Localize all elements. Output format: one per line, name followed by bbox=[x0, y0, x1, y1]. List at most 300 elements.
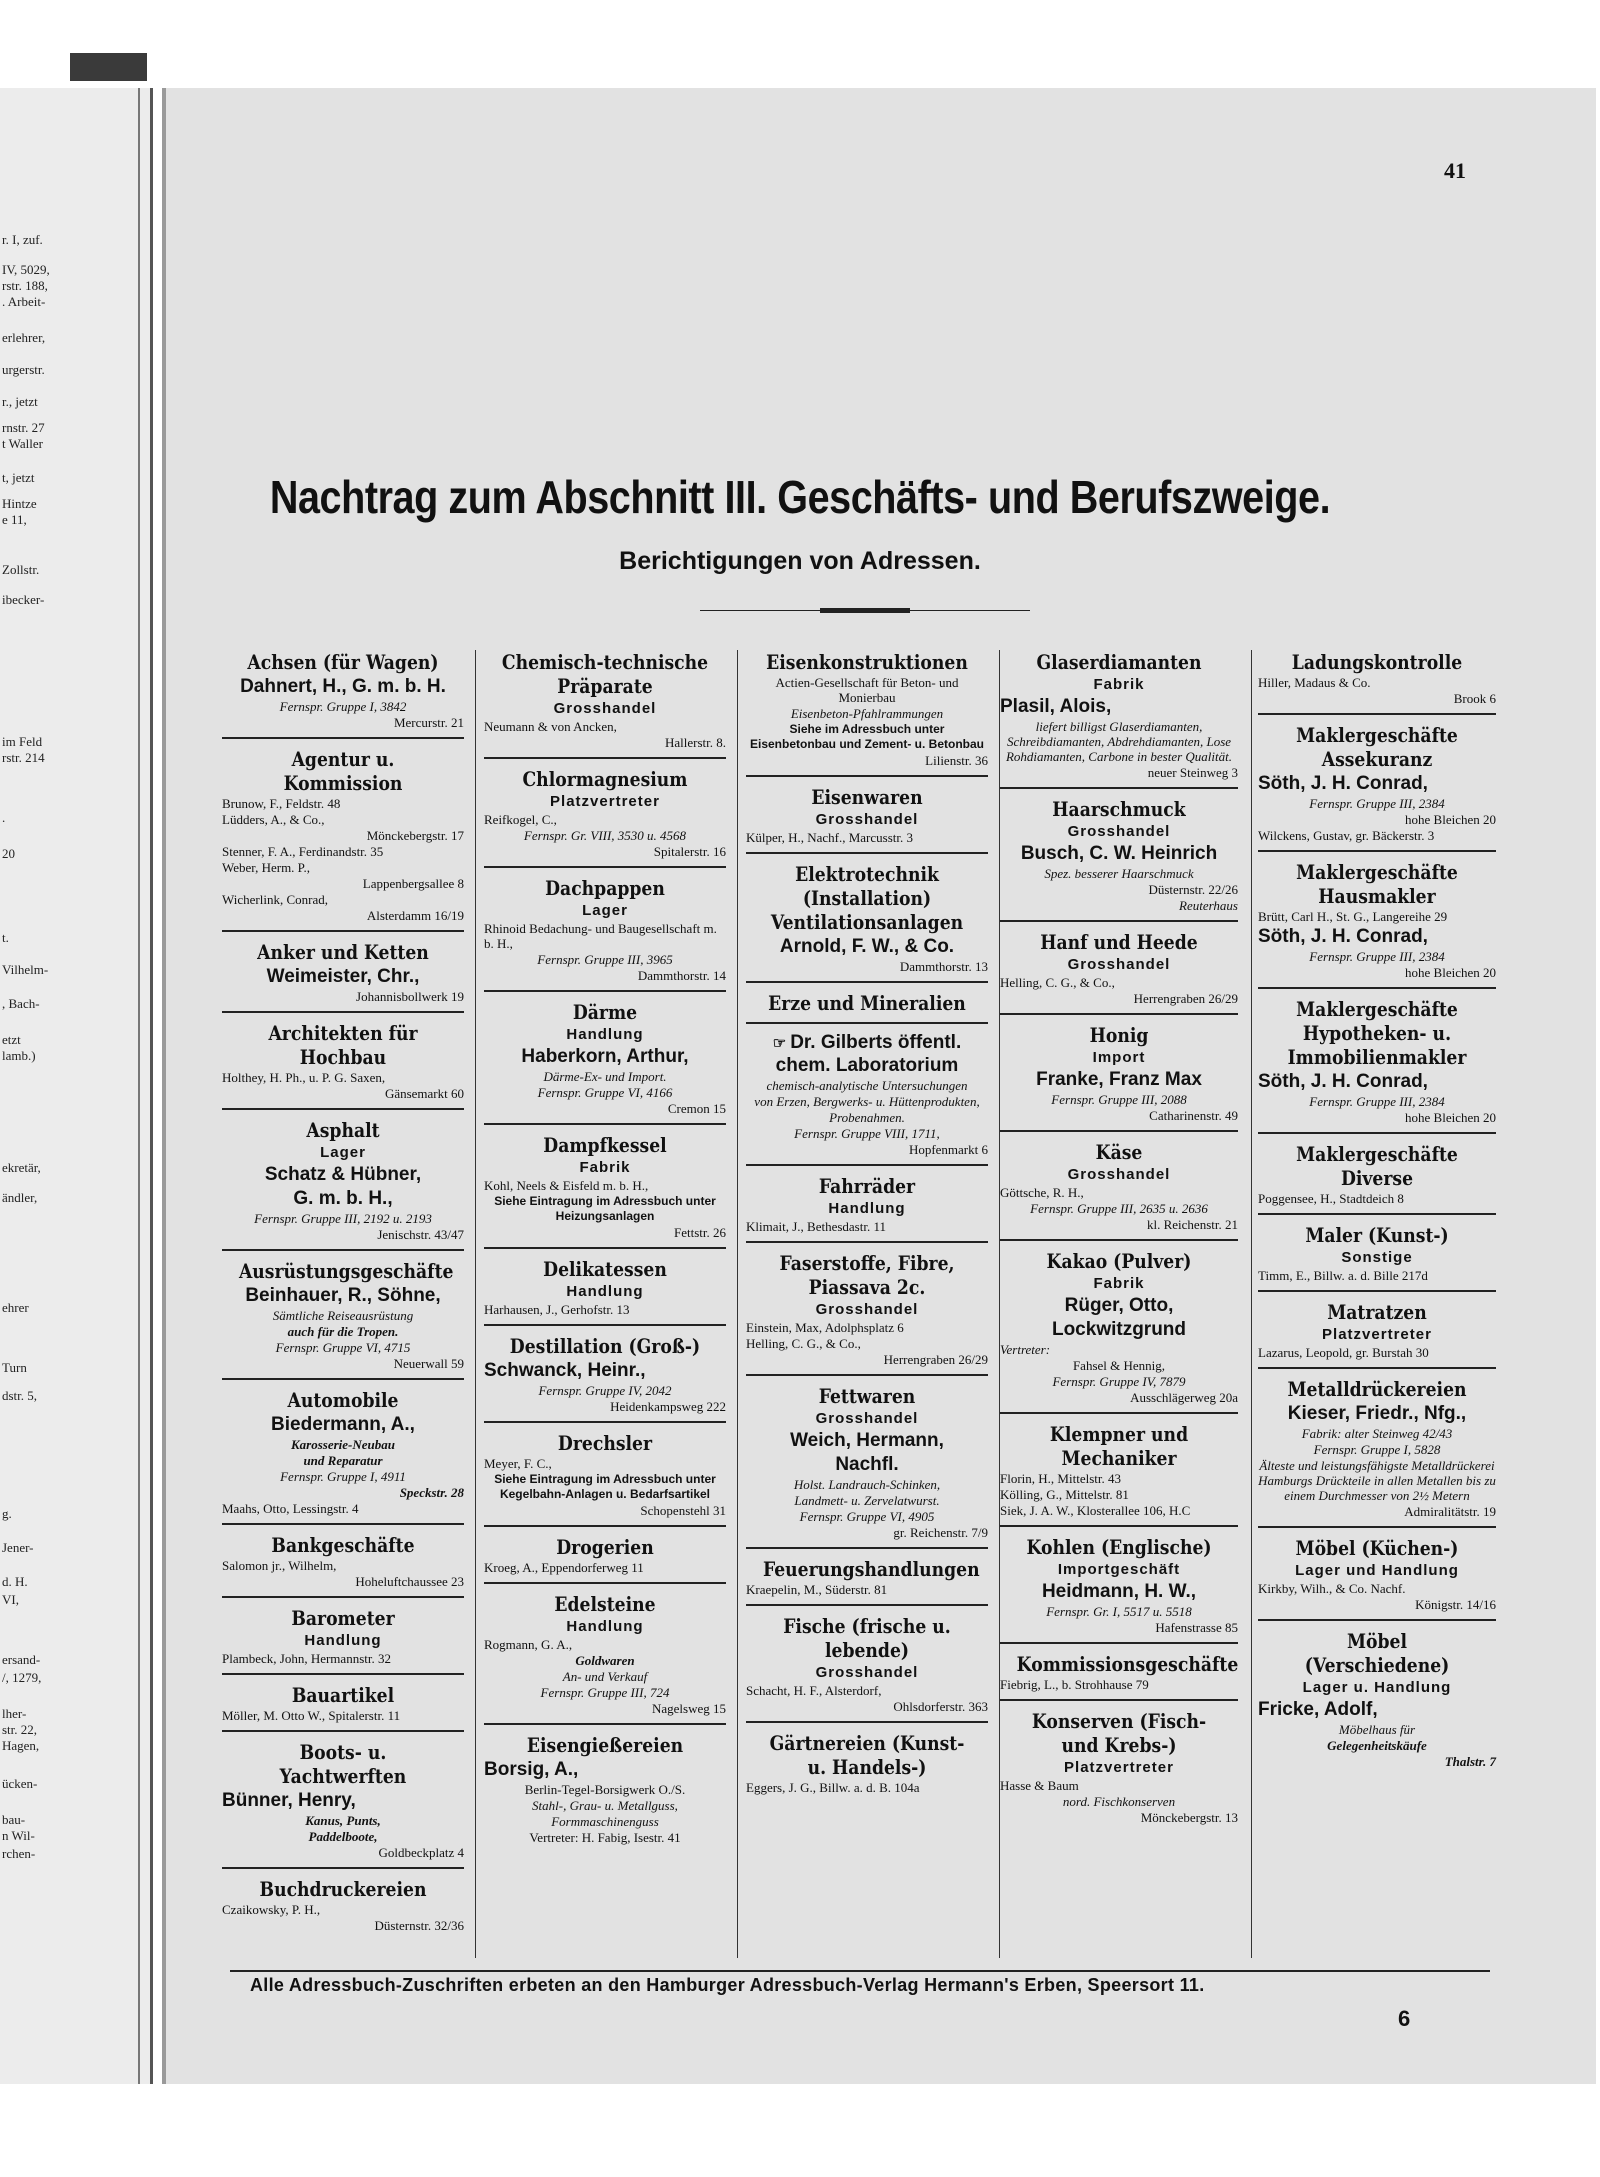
directory-entry: Siehe Eintragung im Adressbuch unter Kegelbahn-Anlagen u. Bedarfsartikel bbox=[494, 1472, 716, 1501]
directory-entry: Cremon 15 bbox=[667, 1101, 726, 1116]
directory-entry: hohe Bleichen 20 bbox=[1405, 1110, 1496, 1125]
directory-entry: Ohlsdorferstr. 363 bbox=[893, 1699, 988, 1714]
directory-entry: neuer Steinweg 3 bbox=[1147, 765, 1238, 780]
category-heading: Fettwaren bbox=[818, 1384, 916, 1408]
directory-entry: Möbelhaus für bbox=[1338, 1722, 1416, 1737]
section-divider bbox=[484, 1421, 726, 1423]
directory-entry: Neumann & von Ancken, bbox=[484, 719, 617, 734]
directory-entry: Schacht, H. F., Alsterdorf, bbox=[746, 1683, 882, 1698]
directory-entry: Brütt, Carl H., St. G., Langereihe 29 bbox=[1258, 909, 1448, 924]
firm-name: Söth, J. H. Conrad, bbox=[1258, 926, 1428, 947]
facing-page-text: ibecker- bbox=[2, 592, 45, 607]
directory-entry: Lazarus, Leopold, gr. Burstah 30 bbox=[1258, 1345, 1429, 1360]
section-divider bbox=[746, 1604, 988, 1606]
section-divider bbox=[1000, 1525, 1238, 1527]
directory-entry: Dammthorstr. 13 bbox=[899, 959, 988, 974]
section-divider bbox=[1000, 920, 1238, 922]
directory-entry: Fernspr. Gruppe III, 2384 bbox=[1309, 1094, 1445, 1109]
firm-name: Nachfl. bbox=[835, 1454, 899, 1475]
facing-page-text: ändler, bbox=[2, 1190, 38, 1205]
directory-entry: Fernspr. Gruppe IV, 2042 bbox=[538, 1383, 672, 1398]
category-heading: Anker und Ketten bbox=[257, 940, 429, 964]
category-heading: Kakao (Pulver) bbox=[1046, 1249, 1192, 1273]
section-divider bbox=[484, 1582, 726, 1584]
section-divider bbox=[746, 1721, 988, 1723]
directory-entry: Probenahmen. bbox=[829, 1110, 905, 1125]
directory-entry: Sämtliche Reiseausrüstung bbox=[272, 1308, 414, 1323]
column-5 bbox=[1258, 650, 1496, 1958]
facing-page-text: . bbox=[2, 810, 6, 825]
category-heading: Achsen (für Wagen) bbox=[247, 650, 439, 674]
facing-page-text: t Waller bbox=[2, 436, 43, 451]
directory-entry: hohe Bleichen 20 bbox=[1405, 965, 1496, 980]
firm-name: Rüger, Otto, bbox=[1064, 1295, 1174, 1316]
category-heading: Edelsteine bbox=[554, 1592, 656, 1616]
firm-name: Borsig, A., bbox=[484, 1759, 579, 1780]
category-heading: Buchdruckereien bbox=[259, 1877, 427, 1901]
category-subheading: Handlung bbox=[566, 1283, 644, 1300]
firm-name bbox=[746, 1032, 988, 1077]
category-heading: Bauartikel bbox=[291, 1683, 395, 1707]
directory-entry: Spez. besserer Haarschmuck bbox=[1044, 866, 1194, 881]
category-heading: Möbel (Küchen-) bbox=[1295, 1536, 1459, 1560]
section-divider bbox=[746, 981, 988, 983]
category-heading: Automobile bbox=[287, 1388, 399, 1412]
category-heading: Maklergeschäfte Hypotheken- u. Immobilienmakler bbox=[1287, 997, 1467, 1069]
directory-entry: Eisenbeton-Pfahlrammungen bbox=[790, 706, 944, 721]
facing-page-text: rstr. 188, bbox=[2, 278, 48, 293]
category-subheading: Lager u. Handlung bbox=[1302, 1679, 1452, 1696]
firm-name: Biedermann, A., bbox=[271, 1414, 415, 1435]
facing-page-text: /, 1279, bbox=[2, 1670, 42, 1685]
directory-entry: Heidenkampsweg 222 bbox=[610, 1399, 726, 1414]
category-heading: Metalldrückereien bbox=[1287, 1377, 1467, 1401]
category-heading: Eisenkonstruktionen bbox=[766, 650, 968, 674]
category-heading: Drechsler bbox=[557, 1431, 653, 1455]
category-heading: Haarschmuck bbox=[1052, 797, 1186, 821]
section-divider bbox=[1000, 1130, 1238, 1132]
category-heading: Architekten für Hochbau bbox=[268, 1021, 418, 1069]
directory-entry: Siehe im Adressbuch unter Eisenbetonbau und Zement- u. Betonbau bbox=[750, 722, 984, 751]
category-heading: Ausrüstungsgeschäfte bbox=[238, 1259, 454, 1283]
category-subheading: Handlung bbox=[828, 1200, 906, 1217]
pointing-hand-icon: ☞ bbox=[772, 1035, 787, 1052]
directory-entry: Mercurstr. 21 bbox=[393, 715, 464, 730]
section-divider bbox=[746, 852, 988, 854]
category-subheading: Grosshandel bbox=[1067, 956, 1171, 973]
facing-page-text: g. bbox=[2, 1506, 12, 1521]
directory-entry: Königstr. 14/16 bbox=[1415, 1597, 1496, 1612]
directory-entry: Hasse & Baum bbox=[1000, 1778, 1079, 1793]
section-divider bbox=[484, 757, 726, 759]
directory-entry: Karosserie-Neubau bbox=[290, 1437, 395, 1452]
facing-page-text: rnstr. 27 bbox=[2, 420, 45, 435]
section-divider bbox=[1000, 1642, 1238, 1644]
category-heading: Delikatessen bbox=[543, 1257, 667, 1281]
directory-entry: Wicherlink, Conrad, bbox=[222, 892, 328, 907]
category-heading: Drogerien bbox=[556, 1535, 654, 1559]
category-heading: Gärtnereien (Kunst- u. Handels-) bbox=[769, 1731, 965, 1779]
directory-entry: Därme-Ex- und Import. bbox=[543, 1069, 667, 1084]
firm-name: Plasil, Alois, bbox=[1000, 696, 1112, 717]
section-divider bbox=[1000, 1699, 1238, 1701]
column-separator bbox=[475, 650, 476, 1958]
facing-page-text: d. H. bbox=[2, 1574, 28, 1589]
section-divider bbox=[222, 1249, 464, 1251]
directory-entry: Poggensee, H., Stadtdeich 8 bbox=[1258, 1191, 1404, 1206]
directory-entry: Holthey, H. Ph., u. P. G. Saxen, bbox=[222, 1070, 386, 1085]
directory-entry: Siehe Eintragung im Adressbuch unter Heizungsanlagen bbox=[494, 1194, 716, 1223]
facing-page-text: n Wil- bbox=[2, 1828, 35, 1843]
category-heading: Faserstoffe, Fibre, Piassava 2c. bbox=[779, 1251, 955, 1299]
facing-page-text: etzt bbox=[2, 1032, 21, 1047]
directory-entry: hohe Bleichen 20 bbox=[1405, 812, 1496, 827]
directory-entry: Herrengraben 26/29 bbox=[1133, 991, 1238, 1006]
directory-entry: Paddelboote, bbox=[308, 1829, 378, 1844]
facing-page-text: r. I, zuf. bbox=[2, 232, 43, 247]
directory-entry: Hafenstrasse 85 bbox=[1155, 1620, 1238, 1635]
column-separator bbox=[1251, 650, 1252, 1958]
directory-entry: Helling, C. G., & Co., bbox=[746, 1336, 861, 1351]
category-subheading: Fabrik bbox=[1093, 1275, 1145, 1292]
directory-entry: Czaikowsky, P. H., bbox=[222, 1902, 321, 1917]
firm-name: Schwanck, Heinr., bbox=[484, 1360, 646, 1381]
scan-border-bottom bbox=[0, 2084, 1600, 2177]
facing-page-text: Hintze bbox=[2, 496, 37, 511]
category-heading: Maklergeschäfte Diverse bbox=[1296, 1142, 1458, 1190]
category-subheading: Fabrik bbox=[579, 1159, 631, 1176]
section-divider bbox=[746, 1164, 988, 1166]
directory-entry: Fernspr. Gr. I, 5517 u. 5518 bbox=[1046, 1604, 1192, 1619]
section-divider bbox=[222, 737, 464, 739]
directory-entry: Spitalerstr. 16 bbox=[653, 844, 726, 859]
directory-entry: Vertreter: bbox=[1000, 1342, 1051, 1357]
section-divider bbox=[746, 1241, 988, 1243]
directory-entry: Wilckens, Gustav, gr. Bäckerstr. 3 bbox=[1258, 828, 1435, 843]
directory-entry: Meyer, F. C., bbox=[484, 1456, 552, 1471]
facing-page-text: 20 bbox=[2, 846, 15, 861]
firm-name: Lockwitzgrund bbox=[1051, 1319, 1187, 1340]
firm-name: Fricke, Adolf, bbox=[1258, 1699, 1378, 1720]
directory-entry: Holst. Landrauch-Schinken, bbox=[793, 1477, 941, 1492]
category-heading: Eisenwaren bbox=[811, 785, 923, 809]
directory-entry: liefert billigst Glaserdiamanten, Schreibdiamanten, Abdrehdiamanten, Lose Rohdiamanten, Carbone in bester Qualität. bbox=[1005, 719, 1233, 764]
page-subtitle: Berichtigungen von Adressen. bbox=[619, 547, 981, 575]
directory-entry: Ausschlägerweg 20a bbox=[1130, 1390, 1238, 1405]
category-heading: Kohlen (Englische) bbox=[1026, 1535, 1212, 1559]
category-heading: Klempner und Mechaniker bbox=[1049, 1422, 1189, 1470]
facing-page-text: t, jetzt bbox=[2, 470, 35, 485]
directory-entry: Kroeg, A., Eppendorferweg 11 bbox=[484, 1560, 644, 1575]
section-divider bbox=[484, 1247, 726, 1249]
category-subheading: Grosshandel bbox=[553, 700, 657, 717]
directory-entry: Fernspr. Gruppe III, 3965 bbox=[537, 952, 673, 967]
category-subheading: Sonstige bbox=[1341, 1249, 1413, 1266]
firm-name: Dahnert, H., G. m. b. H. bbox=[240, 676, 446, 697]
directory-entry: Fernspr. Gruppe I, 3842 bbox=[279, 699, 407, 714]
firm-name: G. m. b. H., bbox=[293, 1188, 393, 1209]
facing-page-text: , Bach- bbox=[2, 996, 40, 1011]
column-2 bbox=[484, 650, 726, 1958]
page-edge bbox=[138, 88, 140, 2084]
category-heading: Feuerungshandlungen bbox=[762, 1557, 980, 1581]
section-divider bbox=[1000, 1013, 1238, 1015]
section-divider bbox=[1258, 713, 1496, 715]
directory-entry: von Erzen, Bergwerks- u. Hüttenprodukten, bbox=[754, 1094, 980, 1109]
section-divider bbox=[484, 866, 726, 868]
category-heading: Hanf und Heede bbox=[1040, 930, 1198, 954]
category-heading: Asphalt bbox=[306, 1118, 380, 1142]
category-heading: Därme bbox=[572, 1000, 638, 1024]
firm-name: Söth, J. H. Conrad, bbox=[1258, 773, 1428, 794]
section-divider bbox=[1000, 787, 1238, 789]
directory-entry: Formmaschinenguss bbox=[551, 1814, 659, 1829]
directory-entry: Külper, H., Nachf., Marcusstr. 3 bbox=[746, 830, 913, 845]
section-divider bbox=[1258, 1213, 1496, 1215]
firm-name-text: Dr. Gilberts öffentl. chem. Laboratorium bbox=[775, 1032, 962, 1076]
category-subheading: Platzvertreter bbox=[1064, 1759, 1174, 1776]
directory-entry: Alsterdamm 16/19 bbox=[366, 908, 464, 923]
category-subheading: Handlung bbox=[304, 1632, 382, 1649]
directory-entry: Nagelsweg 15 bbox=[651, 1701, 726, 1716]
directory-entry: Salomon jr., Wilhelm, bbox=[222, 1558, 337, 1573]
directory-entry: chemisch-analytische Untersuchungen bbox=[766, 1078, 968, 1093]
directory-entry: Brunow, F., Feldstr. 48 bbox=[222, 796, 341, 811]
firm-name: Kieser, Friedr., Nfg., bbox=[1287, 1403, 1467, 1424]
category-heading: Barometer bbox=[291, 1606, 395, 1630]
section-divider bbox=[484, 1123, 726, 1125]
facing-page-text: Vilhelm- bbox=[2, 962, 49, 977]
facing-page-text: rchen- bbox=[2, 1846, 36, 1861]
directory-entry: Speckstr. 28 bbox=[399, 1485, 464, 1500]
directory-entry: Vertreter: H. Fabig, Isestr. 41 bbox=[529, 1830, 681, 1845]
facing-page-text: dstr. 5, bbox=[2, 1388, 38, 1403]
section-divider bbox=[484, 1723, 726, 1725]
directory-entry: Lappenbergsallee 8 bbox=[362, 876, 464, 891]
category-heading: Agentur u. Kommission bbox=[283, 747, 403, 795]
facing-page-text: Turn bbox=[2, 1360, 27, 1375]
category-heading: Ladungskontrolle bbox=[1291, 650, 1463, 674]
facing-page-text: Zollstr. bbox=[2, 562, 40, 577]
directory-entry: Hallerstr. 8. bbox=[664, 735, 726, 750]
directory-entry: Einstein, Max, Adolphsplatz 6 bbox=[746, 1320, 904, 1335]
firm-name: Weich, Hermann, bbox=[790, 1430, 944, 1451]
directory-entry: Gänsemarkt 60 bbox=[384, 1086, 464, 1101]
footer-notice: Alle Adressbuch-Zuschriften erbeten an den Hamburger Adressbuch-Verlag Hermann's Erben, Speersort 11. bbox=[250, 1975, 1205, 1995]
category-heading: Honig bbox=[1089, 1023, 1149, 1047]
directory-entry: Admiralitätstr. 19 bbox=[1404, 1504, 1496, 1519]
directory-entry: Fernspr. Gruppe VI, 4166 bbox=[537, 1085, 673, 1100]
directory-entry: Helling, C. G., & Co., bbox=[1000, 975, 1115, 990]
category-heading: Chlormagnesium bbox=[522, 767, 688, 791]
page-title: Nachtrag zum Abschnitt III. Geschäfts- und Berufszweige. bbox=[269, 471, 1331, 523]
directory-entry: Fahsel & Hennig, bbox=[1072, 1358, 1166, 1373]
directory-entry: Herrengraben 26/29 bbox=[883, 1352, 988, 1367]
section-divider bbox=[222, 1596, 464, 1598]
facing-page-text: VI, bbox=[2, 1592, 19, 1607]
facing-page-text: ekretär, bbox=[2, 1160, 41, 1175]
category-heading: Eisengießereien bbox=[526, 1733, 684, 1757]
directory-entry: Plambeck, John, Hermannstr. 32 bbox=[222, 1651, 391, 1666]
directory-entry: Kraepelin, M., Süderstr. 81 bbox=[746, 1582, 888, 1597]
directory-entry: Kanus, Punts, bbox=[305, 1813, 381, 1828]
directory-entry: Berlin-Tegel-Borsigwerk O./S. bbox=[524, 1782, 686, 1797]
category-subheading: Import bbox=[1092, 1049, 1146, 1066]
category-heading: Glaserdiamanten bbox=[1036, 650, 1202, 674]
section-divider bbox=[1258, 987, 1496, 989]
directory-entry: Düsternstr. 32/36 bbox=[374, 1918, 464, 1933]
directory-entry: nord. Fischkonserven bbox=[1062, 1794, 1176, 1809]
section-divider bbox=[1258, 1526, 1496, 1528]
directory-entry: Reifkogel, C., bbox=[484, 812, 557, 827]
column-4 bbox=[1000, 650, 1238, 1958]
category-subheading: Grosshandel bbox=[815, 811, 919, 828]
facing-page-text: urgerstr. bbox=[2, 362, 45, 377]
firm-name: Arnold, F. W., & Co. bbox=[779, 936, 955, 957]
section-divider bbox=[746, 1547, 988, 1549]
directory-entry: Gelegenheitskäufe bbox=[1327, 1738, 1427, 1753]
category-heading: Fahrräder bbox=[818, 1174, 916, 1198]
category-heading: Elektrotechnik (Installation) Ventilationsanlagen bbox=[770, 862, 964, 934]
category-subheading: Grosshandel bbox=[1067, 1166, 1171, 1183]
directory-entry: Rhinoid Bedachung- und Baugesellschaft m. b. H., bbox=[484, 921, 717, 951]
directory-entry: Hiller, Madaus & Co. bbox=[1258, 675, 1371, 690]
category-heading: Maklergeschäfte Hausmakler bbox=[1296, 860, 1458, 908]
directory-entry: Möller, M. Otto W., Spitalerstr. 11 bbox=[222, 1708, 401, 1723]
category-heading: Destillation (Groß-) bbox=[509, 1334, 701, 1358]
category-subheading: Grosshandel bbox=[1067, 823, 1171, 840]
directory-entry: Rogmann, G. A., bbox=[484, 1637, 573, 1652]
directory-entry: Fernspr. Gruppe IV, 7879 bbox=[1052, 1374, 1186, 1389]
footer-divider bbox=[230, 1970, 1490, 1972]
directory-entry: und Reparatur bbox=[303, 1453, 383, 1468]
directory-entry: Harhausen, J., Gerhofstr. 13 bbox=[484, 1302, 630, 1317]
directory-entry: Göttsche, R. H., bbox=[1000, 1185, 1084, 1200]
category-subheading: Grosshandel bbox=[815, 1301, 919, 1318]
facing-page-text: r., jetzt bbox=[2, 394, 38, 409]
directory-entry: Hopfenmarkt 6 bbox=[908, 1142, 988, 1157]
directory-entry: Schopenstehl 31 bbox=[640, 1503, 726, 1518]
section-divider bbox=[746, 775, 988, 777]
section-divider bbox=[1258, 1132, 1496, 1134]
directory-entry: Johannisbollwerk 19 bbox=[356, 989, 464, 1004]
directory-entry: Klimait, J., Bethesdastr. 11 bbox=[746, 1219, 886, 1234]
facing-page-text: IV, 5029, bbox=[2, 262, 50, 277]
section-divider bbox=[1258, 1290, 1496, 1292]
directory-entry: Fernspr. Gr. VIII, 3530 u. 4568 bbox=[523, 828, 687, 843]
firm-name: Haberkorn, Arthur, bbox=[521, 1046, 689, 1067]
category-heading: Kommissionsgeschäfte bbox=[1016, 1652, 1239, 1676]
category-subheading: Lager bbox=[582, 902, 628, 919]
category-heading: Fische (frische u. lebende) bbox=[783, 1614, 951, 1662]
directory-entry: Fernspr. Gruppe I, 4911 bbox=[280, 1469, 406, 1484]
directory-entry: Goldwaren bbox=[575, 1653, 635, 1668]
directory-entry: Siek, J. A. W., Klosterallee 106, H.C bbox=[1000, 1503, 1191, 1518]
facing-page-text: . Arbeit- bbox=[2, 294, 46, 309]
directory-entry: Fernspr. Gruppe III, 2384 bbox=[1309, 949, 1445, 964]
category-heading: Maklergeschäfte Assekuranz bbox=[1296, 723, 1458, 771]
category-subheading: Importgeschäft bbox=[1057, 1561, 1181, 1578]
category-subheading: Platzvertreter bbox=[550, 793, 660, 810]
directory-entry: Fernspr. Gruppe VI, 4905 bbox=[799, 1509, 935, 1524]
directory-entry: Lüdders, A., & Co., bbox=[222, 812, 325, 827]
directory-entry: Fabrik: alter Steinweg 42/43 bbox=[1301, 1426, 1453, 1441]
directory-entry: An- und Verkauf bbox=[562, 1669, 648, 1684]
section-divider bbox=[222, 1673, 464, 1675]
section-divider bbox=[222, 1378, 464, 1380]
directory-entry: Jenischstr. 43/47 bbox=[377, 1227, 464, 1242]
section-divider bbox=[222, 1108, 464, 1110]
category-heading: Erze und Mineralien bbox=[768, 991, 966, 1015]
category-heading: Maler (Kunst-) bbox=[1305, 1223, 1449, 1247]
firm-name: Bünner, Henry, bbox=[222, 1790, 356, 1811]
directory-entry: Fernspr. Gruppe III, 724 bbox=[540, 1685, 670, 1700]
category-subheading: Handlung bbox=[566, 1026, 644, 1043]
category-heading: Konserven (Fisch- und Krebs-) bbox=[1031, 1709, 1207, 1757]
scan-border-top bbox=[70, 53, 147, 81]
directory-entry: Stahl-, Grau- u. Metallguss, bbox=[532, 1798, 678, 1813]
column-1 bbox=[222, 650, 464, 1958]
category-heading: Dampfkessel bbox=[543, 1133, 667, 1157]
directory-entry: kl. Reichenstr. 21 bbox=[1147, 1217, 1238, 1232]
directory-entry: Hoheluftchaussee 23 bbox=[355, 1574, 464, 1589]
directory-entry: Landmett- u. Zervelatwurst. bbox=[794, 1493, 940, 1508]
directory-entry: auch für die Tropen. bbox=[287, 1324, 399, 1339]
section-divider bbox=[746, 1374, 988, 1376]
facing-page-text: e 11, bbox=[2, 512, 27, 527]
directory-entry: Timm, E., Billw. a. d. Bille 217d bbox=[1258, 1268, 1428, 1283]
facing-page-text: lamb.) bbox=[2, 1048, 36, 1063]
directory-entry: Fernspr. Gruppe VIII, 1711, bbox=[794, 1126, 940, 1141]
category-subheading: Handlung bbox=[566, 1618, 644, 1635]
section-divider bbox=[484, 1324, 726, 1326]
facing-page-fragment bbox=[0, 88, 153, 2084]
firm-name: Beinhauer, R., Söhne, bbox=[245, 1285, 441, 1306]
column-3 bbox=[746, 650, 988, 1958]
directory-entry: Thalstr. 7 bbox=[1444, 1754, 1496, 1769]
directory-entry: Stenner, F. A., Ferdinandstr. 35 bbox=[222, 844, 384, 859]
directory-entry: Fernspr. Gruppe I, 5828 bbox=[1313, 1442, 1441, 1457]
signature-mark: 6 bbox=[1398, 2006, 1411, 2031]
section-divider bbox=[222, 1523, 464, 1525]
category-subheading: Fabrik bbox=[1093, 676, 1145, 693]
category-heading: Dachpappen bbox=[545, 876, 665, 900]
column-separator bbox=[737, 650, 738, 1958]
section-divider bbox=[746, 1022, 988, 1024]
section-divider bbox=[484, 990, 726, 992]
facing-page-text: str. 22, bbox=[2, 1722, 38, 1737]
directory-entry: Mönckebergstr. 17 bbox=[366, 828, 464, 843]
category-subheading: Lager bbox=[320, 1144, 366, 1161]
directory-entry: Catharinenstr. 49 bbox=[1149, 1108, 1238, 1123]
directory-entry: Fernspr. Gruppe III, 2088 bbox=[1051, 1092, 1187, 1107]
directory-entry: Fernspr. Gruppe III, 2384 bbox=[1309, 796, 1445, 811]
facing-page-text: ehrer bbox=[2, 1300, 29, 1315]
category-subheading: Grosshandel bbox=[815, 1410, 919, 1427]
directory-entry: Maahs, Otto, Lessingstr. 4 bbox=[222, 1501, 359, 1516]
facing-page-text: rstr. 214 bbox=[2, 750, 45, 765]
firm-name: Söth, J. H. Conrad, bbox=[1258, 1071, 1428, 1092]
title-divider-accent bbox=[820, 608, 910, 613]
directory-entry: Düsternstr. 22/26 bbox=[1148, 882, 1238, 897]
directory-entry: Weber, Herm. P., bbox=[222, 860, 310, 875]
directory-entry: Eggers, J. G., Billw. a. d. B. 104a bbox=[746, 1780, 920, 1795]
facing-page-text: Hagen, bbox=[2, 1738, 40, 1753]
facing-page-text: erlehrer, bbox=[2, 330, 46, 345]
facing-page-text: t. bbox=[2, 930, 9, 945]
category-heading: Käse bbox=[1095, 1140, 1143, 1164]
page-number: 41 bbox=[1444, 158, 1466, 183]
